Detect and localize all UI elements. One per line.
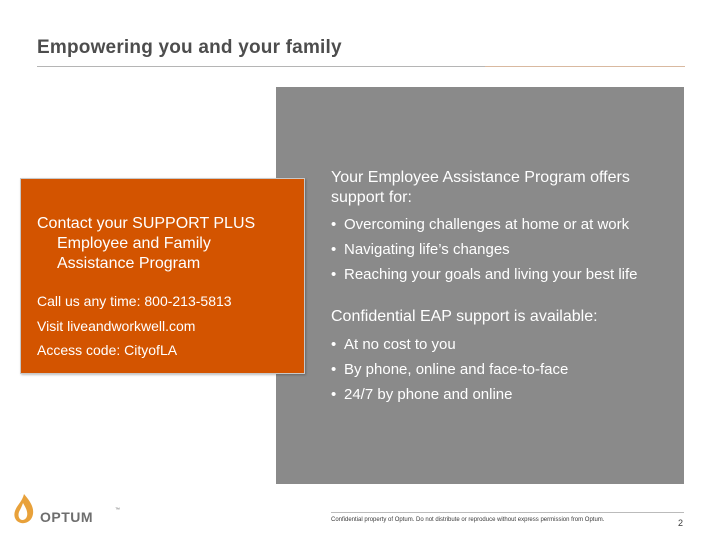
- footer-notice: Confidential property of Optum. Do not distribute or reproduce without express permission from Optum.: [331, 517, 605, 523]
- bullet-icon: •: [331, 216, 337, 233]
- support-heading: Your Employee Assistance Program offers support for:: [331, 169, 630, 206]
- contact-heading: [37, 214, 299, 274]
- bullet-icon: •: [331, 386, 337, 403]
- list-item: • Reaching your goals and living your best life: [331, 266, 638, 283]
- confidential-heading: Confidential EAP support is available:: [331, 308, 598, 325]
- page-number: 2: [678, 518, 684, 528]
- contact-phone: Call us any time: 800-213-5813: [37, 293, 232, 309]
- list-item: • By phone, online and face-to-face: [331, 361, 569, 378]
- list-item: • 24/7 by phone and online: [331, 386, 513, 403]
- optum-wordmark: OPTUM: [40, 509, 94, 525]
- title-divider: [37, 66, 685, 67]
- support-list: [331, 215, 638, 290]
- contact-website: Visit liveandworkwell.com: [37, 318, 196, 334]
- bullet-icon: •: [331, 266, 337, 283]
- bullet-icon: •: [331, 241, 337, 258]
- contact-heading-line-2: Employee and Family: [57, 235, 211, 252]
- bullet-icon: •: [331, 361, 337, 378]
- footer-divider: [331, 512, 684, 513]
- confidential-list: [331, 335, 568, 410]
- page-title: Empowering you and your family: [37, 37, 342, 58]
- optum-flame-icon: [12, 492, 38, 526]
- list-item: • Navigating life’s changes: [331, 241, 510, 258]
- trademark-mark: ™: [115, 507, 120, 513]
- list-item: • Overcoming challenges at home or at work: [331, 216, 630, 233]
- bullet-icon: •: [331, 336, 337, 353]
- contact-heading-line-3: Assistance Program: [57, 255, 201, 272]
- title-divider-accent: [485, 66, 685, 67]
- contact-access-code: Access code: CityofLA: [37, 342, 178, 358]
- optum-logo: [12, 492, 122, 528]
- contact-heading-line-1: Contact your SUPPORT PLUS: [37, 215, 256, 232]
- list-item: • At no cost to you: [331, 336, 456, 353]
